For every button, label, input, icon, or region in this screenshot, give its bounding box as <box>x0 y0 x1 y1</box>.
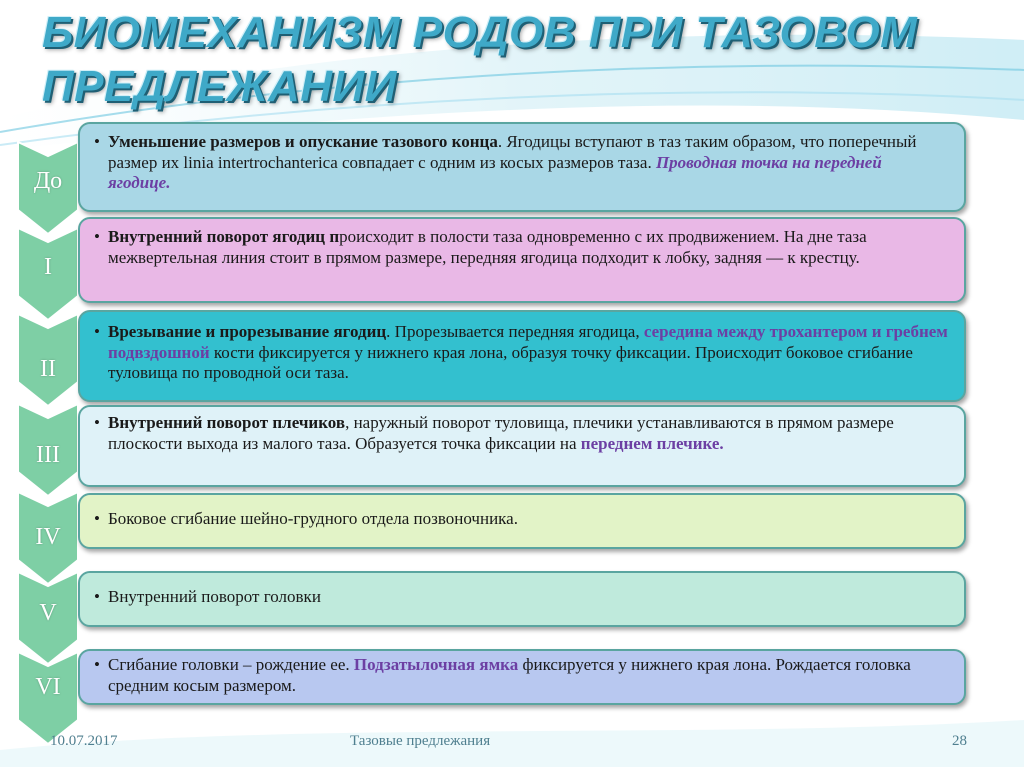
step-label: IV <box>35 524 61 550</box>
step-text <box>94 509 948 530</box>
step-text <box>94 413 948 454</box>
step-label: III <box>36 442 60 468</box>
step-text <box>94 322 948 384</box>
step-box <box>78 571 966 627</box>
emphasis-text: Внутренний поворот плечиков <box>108 413 346 432</box>
emphasis-text: середина между трохантером и гребнем подвздошной <box>108 322 948 362</box>
footer-date: 10.07.2017 <box>50 733 118 749</box>
step-label: До <box>33 168 63 194</box>
slide-title <box>42 6 962 114</box>
step-text <box>94 132 948 194</box>
emphasis-text: Врезывание и прорезывание ягодиц <box>108 322 387 341</box>
step-box <box>78 122 966 212</box>
body-text: . Ягодицы вступают в таз таким образом, что поперечный размер их linia intertrochanterica совпадает с одним из косых размеров таза. <box>108 132 917 172</box>
emphasis-text: переднем плечике. <box>580 433 724 453</box>
step-box <box>78 217 966 303</box>
step-box <box>78 493 966 549</box>
step-box <box>78 649 966 705</box>
body-text: роисходит в полости таза одновременно с их продвижением. На дне таза межвертельная линия стоит в прямом размере, передняя ягодица подходит к лобку, задняя — к крестцу. <box>108 227 867 267</box>
emphasis-text: Уменьшение размеров и опускание тазового конца <box>108 132 498 151</box>
step-box <box>78 310 966 402</box>
emphasis-text: Проводная точка на передней ягодице. <box>108 152 882 192</box>
step-text <box>94 587 948 608</box>
footer-page-number: 28 <box>952 733 967 749</box>
step-label: V <box>39 600 57 626</box>
emphasis-text: Внутренний поворот ягодиц п <box>108 227 340 246</box>
step-label: II <box>40 356 56 382</box>
body-text: Боковое сгибание шейно-грудного отдела позвоночника. <box>108 509 518 528</box>
body-text: Сгибание головки – рождение ее. <box>108 655 354 674</box>
step-box <box>78 405 966 487</box>
title-line-1: БИОМЕХАНИЗМ РОДОВ ПРИ ТАЗОВОМ <box>42 8 918 57</box>
body-text: , наружный поворот туловища, плечики устанавливаются в прямом размере плоскости выхода из малого таза. Образуется точка фиксации на <box>108 413 894 453</box>
body-text: . Прорезывается передняя ягодица, <box>386 322 644 341</box>
emphasis-text: Подзатылочная ямка <box>353 655 519 674</box>
step-label: I <box>44 254 52 280</box>
footer-topic: Тазовые предлежания <box>350 733 491 749</box>
body-text: кости фиксируется у нижнего края лона, образуя точку фиксации. Происходит боковое сгибание туловища по проводной оси таза. <box>108 342 913 382</box>
title-line-2: ПРЕДЛЕЖАНИИ <box>42 62 397 111</box>
body-text: фиксируется у нижнего края лона. Рождается головка средним косым размером. <box>108 655 911 695</box>
step-text <box>94 227 948 268</box>
step-chevrons <box>16 140 86 740</box>
step-text <box>94 655 948 696</box>
body-text: Внутренний поворот головки <box>108 587 321 606</box>
step-label: VI <box>35 674 61 700</box>
